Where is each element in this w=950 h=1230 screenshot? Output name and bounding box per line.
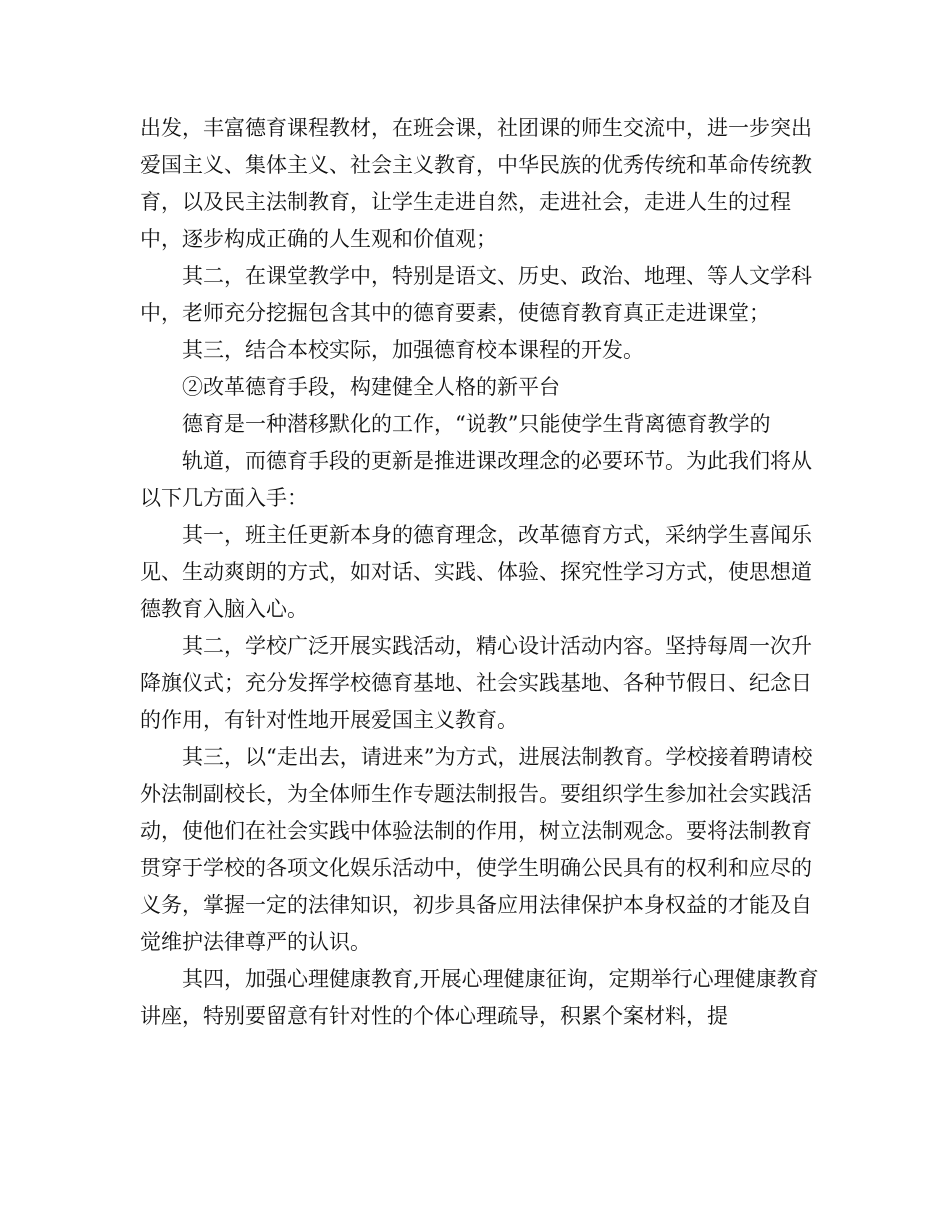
section-heading-reform: ②改革德育手段，构建健全人格的新平台 (182, 375, 560, 399)
paragraph-point-three: 其三，结合本校实际，加强德育校本课程的开发。 (182, 338, 644, 362)
document-body (140, 110, 820, 1035)
paragraph-item-three: 其三，以“走出去，请进来”为方式，进展法制教育。学校接着聘请校外法制副校长，为全体师生作专题法制报告。要组织学生参加社会实践活动，使他们在社会实践中体验法制的作用，树立法制观念。要将法制教育贯穿于学校的各项文化娱乐活动中，使学生明确公民具有的权利和应尽的义务，掌握一定的法律知识，初步具备应用法律保护本身权益的才能及自觉维护法律尊严的认识。 (140, 745, 813, 954)
paragraph-point-two: 其二，在课堂教学中，特别是语文、历史、政治、地理、等人文学科中，老师充分挖掘包含其中的德育要素，使德育教育真正走进课堂； (140, 264, 812, 325)
paragraph-track: 轨道，而德育手段的更新是推进课改理念的必要环节。为此我们将从以下几方面入手： (140, 449, 812, 510)
paragraph-continuation: 出发，丰富德育课程教材，在班会课，社团课的师生交流中，进一步突出爱国主义、集体主义、社会主义教育，中华民族的优秀传统和革命传统教育，以及民主法制教育，让学生走进自然，走进社会，走进人生的过程中，逐步构成正确的人生观和价值观； (140, 116, 812, 251)
paragraph-item-four: 其四，加强心理健康教育,开展心理健康征询，定期举行心理健康教育讲座，特别要留意有针对性的个体心理疏导，积累个案材料，提 (140, 967, 819, 1028)
paragraph-moral-education: 德育是一种潜移默化的工作，“说教”只能使学生背离德育教学的 (182, 412, 771, 436)
paragraph-item-two: 其二，学校广泛开展实践活动，精心设计活动内容。坚持每周一次升降旗仪式；充分发挥学校德育基地、社会实践基地、各种节假日、纪念日的作用，有针对性地开展爱国主义教育。 (140, 634, 812, 732)
paragraph-item-one: 其一，班主任更新本身的德育理念，改革德育方式，采纳学生喜闻乐见、生动爽朗的方式，如对话、实践、体验、探究性学习方式，使思想道德教育入脑入心。 (140, 523, 812, 621)
